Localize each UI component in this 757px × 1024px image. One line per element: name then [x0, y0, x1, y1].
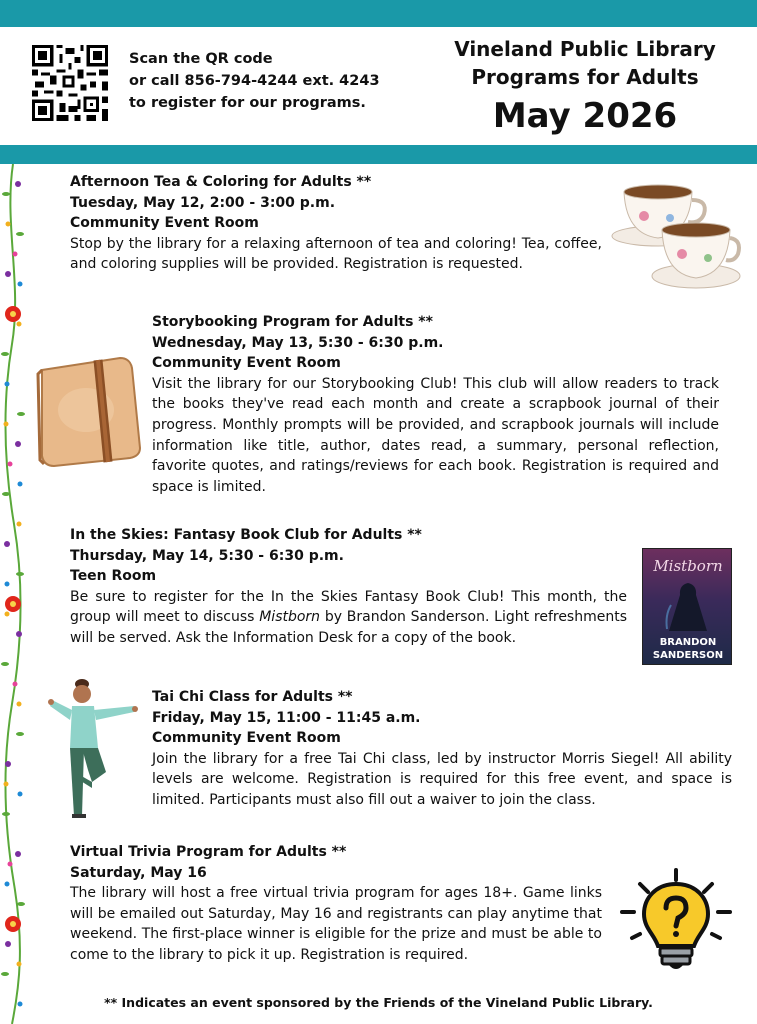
event-fantasy-book-club	[70, 525, 627, 649]
event-location: Community Event Room	[152, 355, 341, 372]
registration-instructions	[129, 48, 389, 114]
event-description: Be sure to register for the In the Skies Fantasy Book Club! This month, the group will meet to discuss Mistborn by Brandon Sanderson. Light refreshments will be served. Ask the Information Desk for a copy of the book.	[70, 588, 628, 646]
event-description: Visit the library for our Storybooking Club! This club will allow readers to track the books they've read each month and create a scrapbook journal of their progress. Monthly prompts will be provided, and scrapbook journals will include information like title, author, dates read, a summary, personal reflection, favorite quotes, and ratings/reviews for each book. Registration is required and space is limited.	[152, 375, 719, 495]
library-name: Vineland Public Library	[454, 37, 716, 61]
tea-cups-icon	[610, 178, 742, 296]
event-storybooking	[152, 312, 719, 497]
qr-code-icon[interactable]	[32, 45, 108, 121]
event-location: Teen Room	[70, 568, 157, 585]
event-description: The library will host a free virtual trivia program for ages 18+. Game links will be emailed out Saturday, May 16 and registrants can play anytime that weekend. The first-place winner is eligible for the prize and must be able to come to the library to pick it up. Registration is required.	[70, 885, 602, 963]
event-title: Storybooking Program for Adults **	[152, 314, 433, 330]
book-title-italic: Mistborn	[259, 609, 321, 626]
sponsor-footnote: ** Indicates an event sponsored by the Friends of the Vineland Public Library.	[104, 995, 653, 1010]
mistborn-book-cover	[642, 548, 732, 665]
header-bottom-band	[0, 145, 757, 164]
event-description: Stop by the library for a relaxing afternoon of tea and coloring! Tea, coffee, and coloring supplies will be provided. Registration is requested.	[70, 235, 602, 273]
event-description: Join the library for a free Tai Chi class, led by instructor Morris Siegel! All ability levels are welcome. Registration is required for this free event, and space is limited. Participants must also fill out a waiver to join the class.	[152, 750, 732, 808]
tai-chi-figure-icon	[48, 678, 138, 820]
library-title	[430, 35, 740, 91]
cover-author-last: SANDERSON	[652, 650, 724, 661]
event-date: Tuesday, May 12, 2:00 - 3:00 p.m.	[70, 194, 336, 211]
lightbulb-question-icon	[618, 868, 734, 978]
event-title: Afternoon Tea & Coloring for Adults **	[70, 174, 372, 190]
event-date: Wednesday, May 13, 5:30 - 6:30 p.m.	[152, 334, 444, 351]
event-title: In the Skies: Fantasy Book Club for Adults **	[70, 527, 422, 543]
programs-heading: Programs for Adults	[471, 65, 699, 89]
top-teal-band	[0, 0, 757, 27]
journal-book-icon	[28, 352, 144, 470]
cover-author-first: BRANDON	[659, 637, 717, 648]
floral-vine-icon	[0, 164, 26, 1024]
event-location: Community Event Room	[152, 730, 341, 747]
register-line-2[interactable]: or call 856-794-4244 ext. 4243	[129, 73, 380, 89]
event-date: Saturday, May 16	[70, 864, 207, 881]
event-afternoon-tea	[70, 172, 602, 275]
event-title: Virtual Trivia Program for Adults **	[70, 844, 347, 860]
event-date: Friday, May 15, 11:00 - 11:45 a.m.	[152, 709, 421, 726]
cover-title: Mistborn	[653, 557, 723, 575]
month-heading: May 2026	[492, 96, 678, 136]
cloaked-figure-icon	[663, 581, 713, 633]
event-location: Community Event Room	[70, 215, 259, 232]
event-date: Thursday, May 14, 5:30 - 6:30 p.m.	[70, 547, 344, 564]
register-line-1: Scan the QR code	[129, 51, 273, 67]
event-tai-chi	[152, 687, 732, 811]
register-line-3: to register for our programs.	[129, 95, 366, 111]
event-virtual-trivia	[70, 842, 602, 966]
event-title: Tai Chi Class for Adults **	[152, 689, 353, 705]
